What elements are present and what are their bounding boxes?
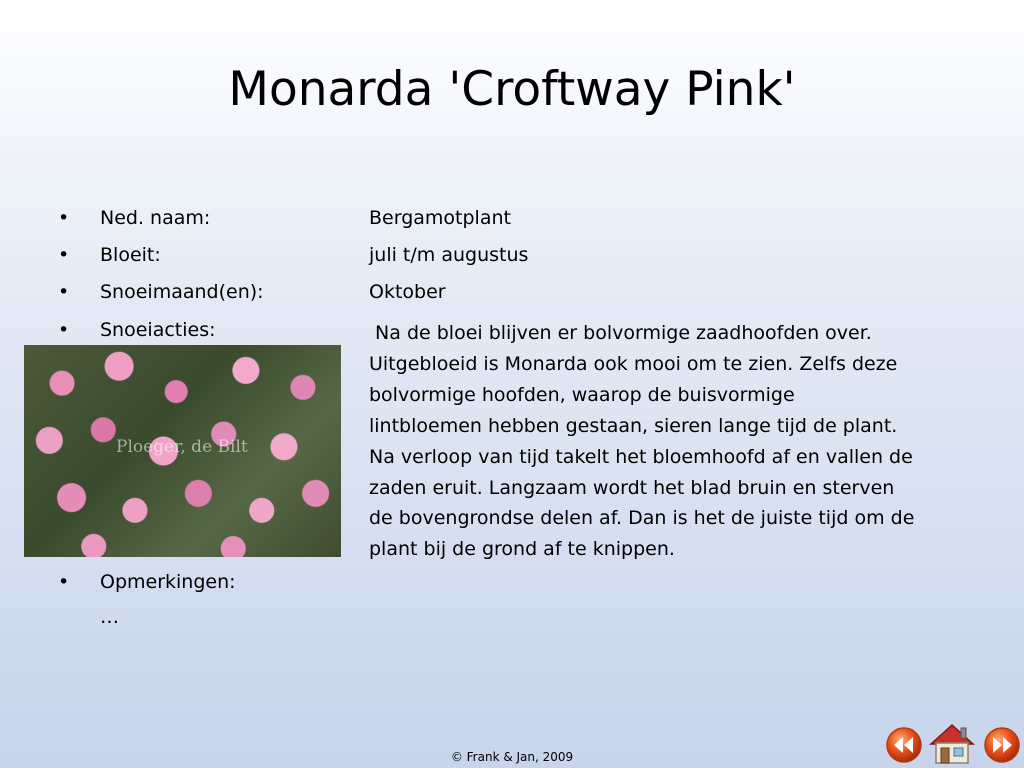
copyright-footer: © Frank & Jan, 2009: [450, 750, 574, 764]
label-snoeimaand: Snoeimaand(en):: [100, 281, 264, 303]
previous-slide-button[interactable]: [885, 726, 923, 764]
value-snoeimaand: Oktober: [369, 281, 446, 303]
label-bloeit: Bloeit:: [100, 244, 161, 266]
label-opmerkingen: Opmerkingen:: [100, 571, 236, 593]
fast-forward-icon: [983, 726, 1021, 764]
opmerkingen-value: …: [100, 606, 119, 628]
next-slide-button[interactable]: [983, 726, 1021, 764]
snoeiacties-description: Na de bloei blijven er bolvormige zaadhoofden over. Uitgebloeid is Monarda ook mooi om te zien. Zelfs deze bolvormige hoofden, waarop de buisvormige lintbloemen hebben gestaan, sieren lange tijd de plant. Na verloop van tijd takelt het bloemhoofd af en vallen de zaden eruit. Langzaam wordt het blad bruin en sterven de bovengrondse delen af. Dan is het de juiste tijd om de plant bij de grond af te knippen.: [369, 322, 915, 561]
home-icon: [928, 722, 976, 766]
value-ned-naam: Bergamotplant: [369, 207, 511, 229]
value-bloeit: juli t/m augustus: [369, 244, 529, 266]
bullet-marker: •: [58, 207, 70, 229]
label-snoeiacties: Snoeiacties:: [100, 319, 216, 341]
home-button[interactable]: [928, 722, 976, 766]
photo-watermark: Ploeger, de Bilt: [116, 437, 248, 457]
bullet-marker: •: [58, 281, 70, 303]
bullet-marker: •: [58, 571, 70, 593]
label-ned-naam: Ned. naam:: [100, 207, 211, 229]
bullet-marker: •: [58, 319, 70, 341]
bullet-marker: •: [58, 244, 70, 266]
monarda-flower-photo: [24, 345, 341, 557]
rewind-icon: [885, 726, 923, 764]
slide-title: Monarda 'Croftway Pink': [228, 62, 796, 117]
